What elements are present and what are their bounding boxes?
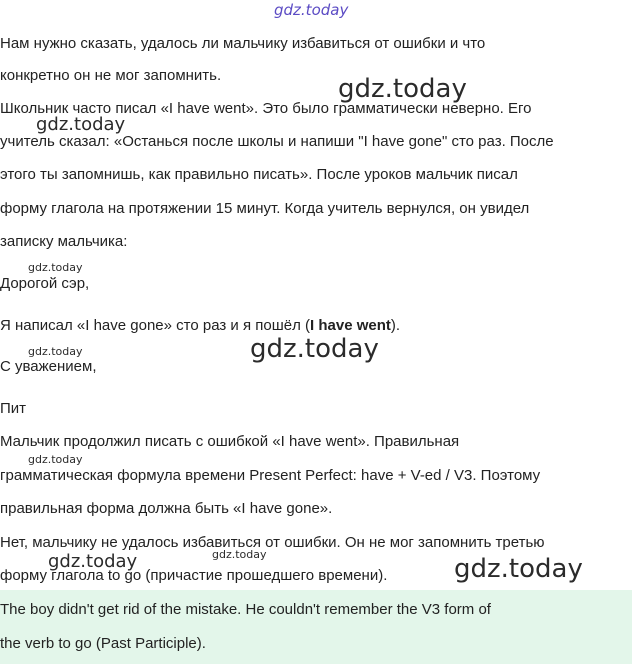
text-line: грамматическая формула времени Present Perfect: have + V-ed / V3. Поэтому bbox=[0, 467, 541, 484]
letter-body bbox=[0, 316, 400, 336]
watermark: gdz.today bbox=[250, 334, 379, 364]
text-line: правильная форма должна быть «I have gone». bbox=[0, 500, 333, 517]
letter-closing: С уважением, bbox=[0, 358, 97, 375]
watermark: gdz.today bbox=[28, 261, 83, 274]
watermark: gdz.today bbox=[274, 1, 349, 19]
watermark: gdz.today bbox=[28, 453, 83, 466]
watermark: gdz.today bbox=[212, 548, 267, 561]
watermark: gdz.today bbox=[454, 554, 583, 584]
watermark: gdz.today bbox=[28, 345, 83, 358]
letter-signature: Пит bbox=[0, 400, 27, 417]
text-line: записку мальчика: bbox=[0, 233, 128, 250]
text-line: форму глагола to go (причастие прошедшего времени). bbox=[0, 567, 388, 584]
text-line: конкретно он не мог запомнить. bbox=[0, 67, 222, 84]
letter-body-part: Я написал «I have gone» сто раз и я пошёл ( bbox=[0, 317, 311, 334]
text-line: Мальчик продолжил писать с ошибкой «I have went». Правильная bbox=[0, 433, 460, 450]
letter-greeting: Дорогой сэр, bbox=[0, 275, 90, 292]
text-line: форму глагола на протяжении 15 минут. Когда учитель вернулся, он увидел bbox=[0, 200, 530, 217]
text-line: этого ты запомнишь, как правильно писать». После уроков мальчик писал bbox=[0, 166, 518, 183]
letter-body-part: ). bbox=[390, 317, 401, 334]
watermark: gdz.today bbox=[48, 551, 138, 572]
watermark: gdz.today bbox=[338, 74, 467, 104]
text-line: Школьник часто писал «I have went». Это было грамматически неверно. Его bbox=[0, 100, 532, 117]
text-line: Нам нужно сказать, удалось ли мальчику избавиться от ошибки и что bbox=[0, 35, 486, 52]
letter-body-bold: I have went bbox=[310, 317, 391, 334]
text-line: Нет, мальчику не удалось избавиться от ошибки. Он не мог запомнить третью bbox=[0, 534, 545, 551]
watermark: gdz.today bbox=[36, 114, 126, 135]
answer-line: The boy didn't get rid of the mistake. He couldn't remember the V3 form of bbox=[0, 601, 491, 618]
text-line: учитель сказал: «Останься после школы и напиши "I have gone" сто раз. После bbox=[0, 133, 554, 150]
answer-line: the verb to go (Past Participle). bbox=[0, 635, 206, 652]
